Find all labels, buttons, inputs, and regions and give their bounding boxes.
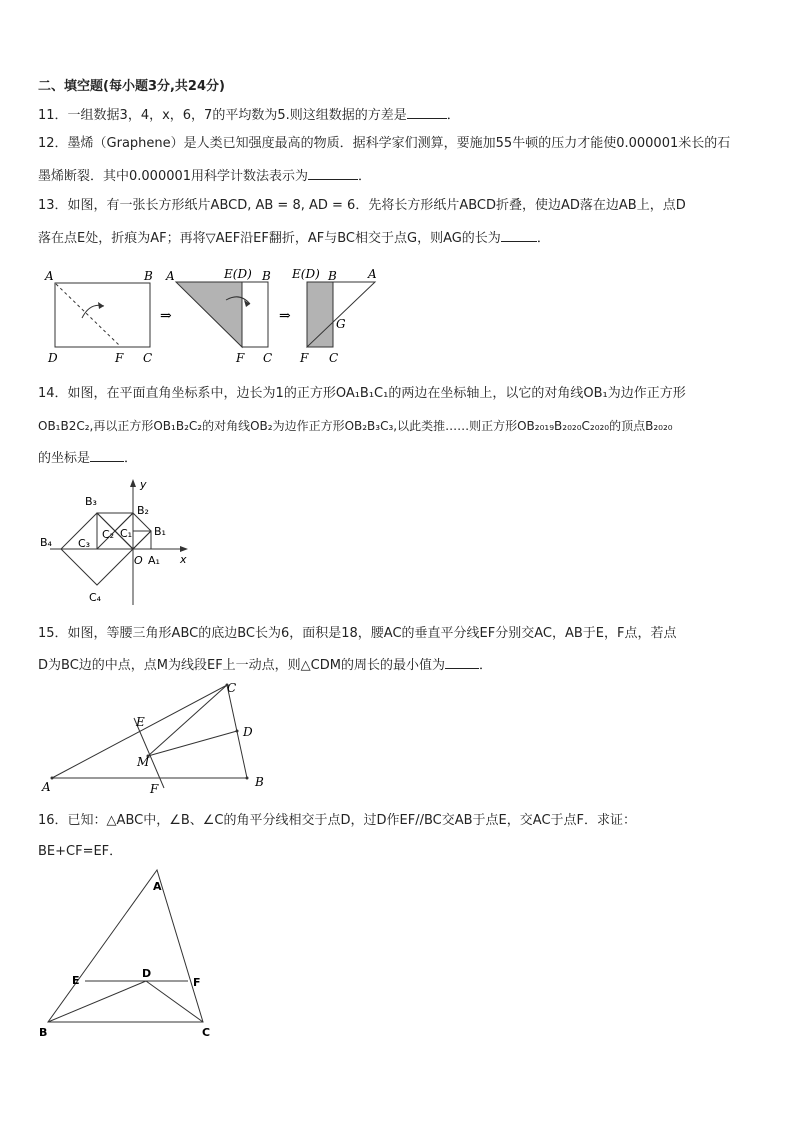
svg-text:A: A — [166, 269, 175, 283]
label-D: D — [48, 351, 58, 365]
svg-text:O: O — [134, 554, 143, 567]
question-11: 11．一组数据3，4，x，6，7的平均数为5.则这组数据的方差是 ． — [38, 105, 460, 125]
label-C: C — [143, 351, 153, 365]
svg-text:B₃: B₃ — [85, 495, 97, 508]
label-B: B — [144, 269, 153, 283]
svg-text:C₂: C₂ — [102, 528, 115, 541]
svg-text:F: F — [300, 351, 309, 365]
svg-text:A: A — [368, 267, 377, 281]
svg-text:C: C — [202, 1026, 211, 1039]
svg-text:D: D — [142, 967, 152, 980]
svg-text:E(D): E(D) — [224, 267, 252, 281]
svg-text:D: D — [243, 725, 253, 739]
svg-text:B: B — [262, 269, 271, 283]
question-14-line-2: OB₁B2C₂,再以正方形OB₁B₂C₂的对角线OB₂为边作正方形OB₂B₃C₃,以此类推……则正方形OB₂₀₁₉B₂₀₂₀C₂₀₂₀的顶点B₂₀₂₀ — [38, 419, 673, 433]
question-number: 13． — [38, 198, 68, 213]
question-15-line-2: D为BC边的中点，点M为线段EF上一动点，则△CDM的周长的最小值为 ． — [38, 655, 492, 675]
svg-text:F: F — [193, 976, 201, 989]
svg-text:M: M — [137, 755, 150, 769]
svg-text:E: E — [136, 715, 145, 729]
question-number: 11． — [38, 108, 68, 123]
svg-text:B: B — [328, 269, 337, 283]
svg-text:E: E — [72, 974, 80, 987]
question-12-line-2: 墨烯断裂．其中0.000001用科学计数法表示为 ． — [38, 166, 371, 186]
section-title: 二、填空题(每小题3分,共24分) — [38, 79, 225, 94]
svg-text:A: A — [153, 880, 162, 893]
arrow-1: ⇒ — [160, 308, 172, 324]
question-text: 墨烯（Graphene）是人类已知强度最高的物质．据科学家们测算，要施加55牛顿的压力才能使0.000001米长的石 — [67, 136, 731, 151]
svg-text:B₄: B₄ — [40, 536, 52, 549]
svg-text:C: C — [329, 351, 339, 365]
svg-text:B: B — [39, 1026, 48, 1039]
question-text: 如图，有一张长方形纸片ABCD, AB = 8, AD = 6．先将长方形纸片ABCD折叠，使边AD落在边AB上，点D — [67, 198, 686, 213]
svg-text:y: y — [140, 478, 147, 491]
svg-text:F: F — [236, 351, 245, 365]
svg-text:C: C — [263, 351, 273, 365]
question-number: 14． — [38, 386, 68, 401]
triangle-abc — [48, 870, 203, 1022]
question-number: 16． — [38, 813, 68, 828]
question-text: 如图，等腰三角形ABC的底边BC长为6，面积是18，腰AC的垂直平分线EF分别交AC，AB于E，F点，若点 — [67, 626, 677, 641]
question-14-line-3: 的坐标是 ． — [38, 448, 137, 468]
question-13-line-2: 落在点E处，折痕为AF；再将▽AEF沿EF翻折，AF与BC相交于点G，则AG的长为 ． — [38, 228, 550, 248]
arrow-2: ⇒ — [279, 308, 291, 324]
question-text: 如图，在平面直角坐标系中，边长为1的正方形OA₁B₁C₁的两边在坐标轴上，以它的对角线OB₁为边作正方形 — [67, 386, 686, 401]
svg-text:A: A — [42, 780, 51, 794]
svg-text:G: G — [336, 317, 346, 331]
question-text: 已知：△ABC中，∠B、∠C的角平分线相交于点D，过D作EF//BC交AB于点E，交AC于点F．求证： — [67, 813, 636, 828]
svg-text:B₁: B₁ — [154, 525, 166, 538]
svg-text:A₁: A₁ — [148, 554, 160, 567]
label-A: A — [45, 269, 54, 283]
svg-text:x: x — [180, 553, 187, 566]
svg-text:C₃: C₃ — [78, 537, 91, 550]
svg-text:C: C — [227, 681, 237, 695]
label-F: F — [115, 351, 124, 365]
question-16-line-2: BE+CF=EF． — [38, 844, 123, 859]
svg-text:B: B — [255, 775, 264, 789]
svg-text:C₄: C₄ — [89, 591, 102, 604]
svg-text:F: F — [150, 782, 159, 796]
svg-text:B₂: B₂ — [137, 504, 149, 517]
question-text: 一组数据3，4，x，6，7的平均数为5.则这组数据的方差是 — [67, 108, 407, 123]
question-number: 12． — [38, 136, 68, 151]
svg-text:C₁: C₁ — [120, 527, 133, 540]
svg-text:E(D): E(D) — [292, 267, 320, 281]
question-number: 15． — [38, 626, 68, 641]
